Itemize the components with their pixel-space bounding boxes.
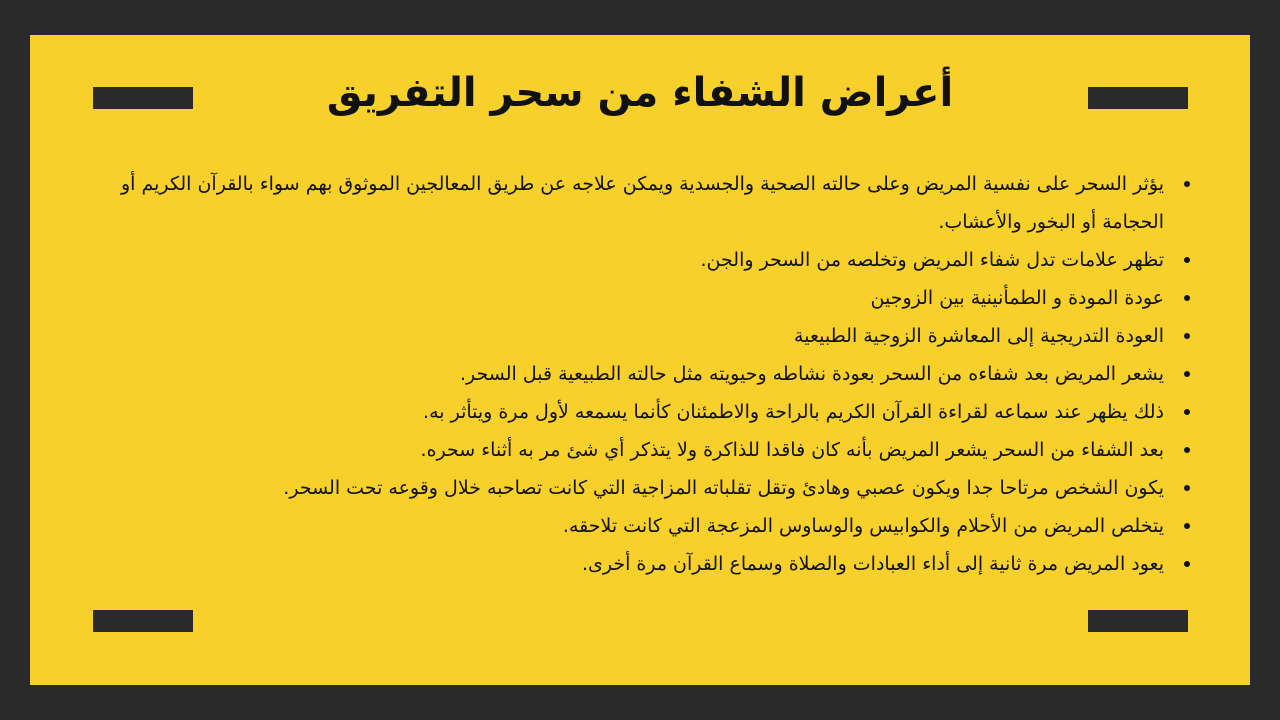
bullet-item — [92, 507, 1192, 545]
bullet-text: يعود المريض مرة ثانية إلى أداء العبادات والصلاة وسماع القرآن مرة أخرى. — [581, 553, 1164, 575]
bullet-text: عودة المودة و الطمأنينية بين الزوجين — [870, 287, 1164, 309]
bullet-text: يشعر المريض بعد شفاءه من السحر بعودة نشاطه وحيويته مثل حالته الطبيعية قبل السحر. — [459, 363, 1164, 385]
bullet-list — [92, 165, 1192, 583]
decorative-bar-bottom-right — [1088, 610, 1188, 632]
bullet-item — [92, 165, 1192, 241]
bullet-item — [92, 469, 1192, 507]
bullet-icon — [1184, 181, 1190, 187]
bullet-item — [92, 279, 1192, 317]
decorative-bar-bottom-left — [93, 610, 193, 632]
bullet-text: ذلك يظهر عند سماعه لقراءة القرآن الكريم بالراحة والاطمئنان كأنما يسمعه لأول مرة ويتأثر به. — [423, 401, 1164, 423]
bullet-item — [92, 545, 1192, 583]
bullet-icon — [1184, 409, 1190, 415]
bullet-icon — [1184, 295, 1190, 301]
bullet-text: بعد الشفاء من السحر يشعر المريض بأنه كان فاقدا للذاكرة ولا يتذكر أي شئ مر به أثناء سحره. — [420, 439, 1164, 461]
slide-card — [30, 35, 1250, 685]
bullet-text: تظهر علامات تدل شفاء المريض وتخلصه من السحر والجن. — [700, 249, 1164, 271]
bullet-icon — [1184, 485, 1190, 491]
bullet-icon — [1184, 523, 1190, 529]
bullet-icon — [1184, 257, 1190, 263]
bullet-text: يؤثر السحر على نفسية المريض وعلى حالته الصحية والجسدية ويمكن علاجه عن طريق المعالجين الموثوق بهم سواء بالقرآن الكريم أو الحجامة أو البخور والأعشاب. — [120, 173, 1164, 233]
bullet-text: يتخلص المريض من الأحلام والكوابيس والوساوس المزعجة التي كانت تلاحقه. — [562, 515, 1164, 537]
bullet-text: يكون الشخص مرتاحا جدا ويكون عصبي وهادئ وتقل تقلباته المزاجية التي كانت تصاحبه خلال وقوعه تحت السحر. — [283, 477, 1164, 499]
bullet-item — [92, 393, 1192, 431]
bullet-icon — [1184, 447, 1190, 453]
bullet-item — [92, 241, 1192, 279]
bullet-item — [92, 355, 1192, 393]
bullet-text: العودة التدريجية إلى المعاشرة الزوجية الطبيعية — [794, 325, 1164, 347]
bullet-icon — [1184, 371, 1190, 377]
slide-title: أعراض الشفاء من سحر التفريق — [326, 70, 954, 116]
bullet-icon — [1184, 333, 1190, 339]
bullet-icon — [1184, 561, 1190, 567]
bullet-item — [92, 317, 1192, 355]
bullet-item — [92, 431, 1192, 469]
